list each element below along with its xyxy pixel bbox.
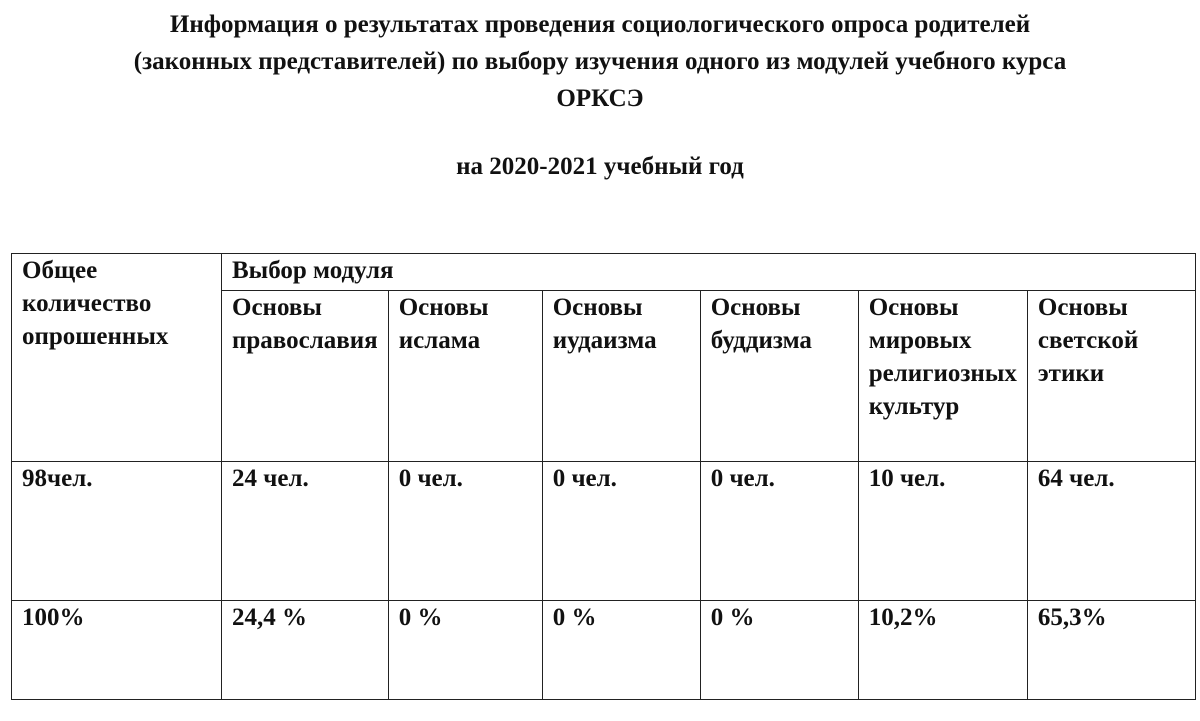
document-subtitle: на 2020-2021 учебный год [456,153,744,180]
percent-cell-secular-ethics: 65,3% [1027,601,1195,700]
count-cell-secular-ethics: 64 чел. [1027,462,1195,601]
table-row-counts [12,462,1196,601]
table-header-row [12,254,1196,291]
count-cell-judaism: 0 чел. [542,462,700,601]
module-header-judaism: Основы иудаизма [542,291,700,462]
percent-cell-judaism: 0 % [542,601,700,700]
module-header-islam: Основы ислама [388,291,542,462]
table-row-percent [12,601,1196,700]
module-header-orthodoxy: Основы православия [222,291,389,462]
total-surveyed-header: Общее количество опрошенных [12,254,222,462]
module-header-secular-ethics: Основы светской этики [1027,291,1195,462]
module-header-buddhism: Основы буддизма [700,291,858,462]
count-cell-islam: 0 чел. [388,462,542,601]
count-cell-orthodoxy: 24 чел. [222,462,389,601]
title-line-3: ОРКСЭ [556,85,644,112]
percent-cell-orthodoxy: 24,4 % [222,601,389,700]
count-cell-buddhism: 0 чел. [700,462,858,601]
percent-cell-buddhism: 0 % [700,601,858,700]
count-cell-world-religions: 10 чел. [858,462,1027,601]
survey-results-table [11,253,1196,700]
total-percent-cell: 100% [12,601,222,700]
title-line-1: Информация о результатах проведения социологического опроса родителей [169,11,1031,38]
module-header-world-religions: Основы мировых религиозных культур [858,291,1027,462]
module-choice-header: Выбор модуля [222,254,1196,291]
percent-cell-islam: 0 % [388,601,542,700]
percent-cell-world-religions: 10,2% [858,601,1027,700]
total-count-cell: 98чел. [12,462,222,601]
title-line-2: (законных представителей) по выбору изучения одного из модулей учебного курса [133,48,1067,75]
document-title [0,6,1200,117]
